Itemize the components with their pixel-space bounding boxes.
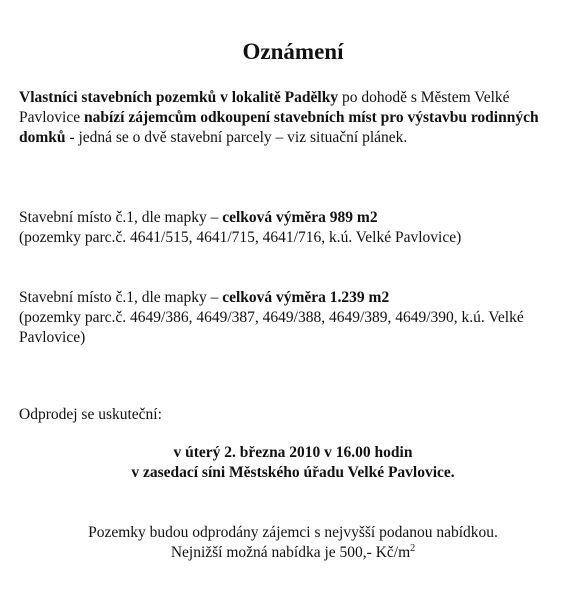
sale-details <box>0 443 586 483</box>
site-2-label: Stavební místo č.1, dle mapky – <box>19 289 223 306</box>
intro-offer-text: nabízí zájemcům odkoupení stavebních míst pro výstavbu rodinných domků <box>19 109 539 146</box>
site-1-paragraph <box>19 208 567 248</box>
closing-line-1: Pozemky budou odprodány zájemci s nejvyšší podanou nabídkou. <box>88 524 498 541</box>
site-2-area: celková výměra 1.239 m2 <box>222 289 390 306</box>
site-2-paragraph <box>19 288 567 348</box>
page-title: Oznámení <box>242 39 344 64</box>
site-2-parcels: (pozemky parc.č. 4649/386, 4649/387, 4649/388, 4649/389, 4649/390, k.ú. Velké Pavlovice) <box>19 309 524 346</box>
sale-intro: Odprodej se uskuteční: <box>19 406 162 423</box>
intro-owners-text: Vlastníci stavebních pozemků v lokalitě Padělky <box>19 89 339 106</box>
intro-agreement-text: po dohodě s Městem Velké Pavlovice <box>19 89 510 126</box>
site-1-label: Stavební místo č.1, dle mapky – <box>19 209 223 226</box>
intro-details-text: - jedná se o dvě stavební parcely – viz situační plánek. <box>65 129 408 146</box>
closing-block <box>0 523 586 563</box>
site-1-area: celková výměra 989 m2 <box>222 209 378 226</box>
site-1-parcels: (pozemky parc.č. 4641/515, 4641/715, 4641/716, k.ú. Velké Pavlovice) <box>19 229 462 246</box>
sale-date-time: v úterý 2. března 2010 v 16.00 hodin <box>173 444 413 461</box>
intro-paragraph <box>19 88 567 148</box>
minimum-bid-text: Nejnižší možná nabídka je 500,- Kč/m <box>170 544 411 561</box>
sale-location: v zasedací síni Městského úřadu Velké Pavlovice. <box>131 464 455 481</box>
square-exponent: 2 <box>410 542 416 554</box>
closing-line-2 <box>0 543 586 563</box>
